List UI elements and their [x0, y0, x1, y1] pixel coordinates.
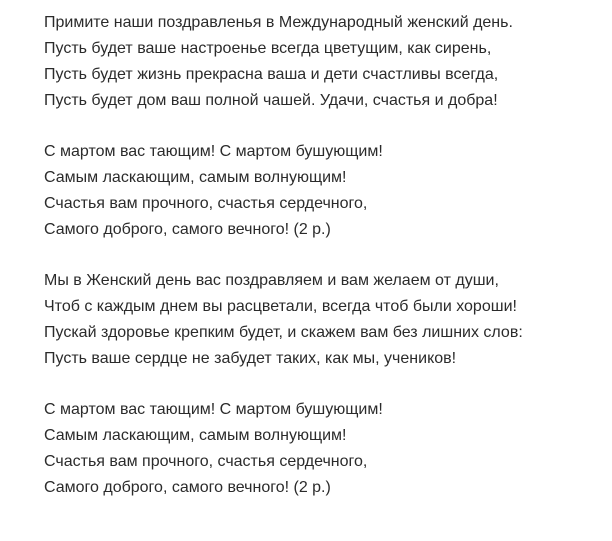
poem-line: Чтоб с каждым днем вы расцветали, всегда чтоб были хороши! — [44, 298, 517, 315]
poem-line: Самым ласкающим, самым волнующим! — [44, 427, 347, 444]
poem-line: С мартом вас тающим! С мартом бушующим! — [44, 401, 383, 418]
stanza-1 — [44, 10, 612, 114]
stanza-4 — [44, 397, 612, 501]
poem-line: Пускай здоровье крепким будет, и скажем вам без лишних слов: — [44, 324, 523, 341]
poem-line: Примите наши поздравленья в Международный женский день. — [44, 14, 513, 31]
poem-line: Самым ласкающим, самым волнующим! — [44, 169, 347, 186]
stanza-3 — [44, 268, 612, 372]
poem-line: Самого доброго, самого вечного! (2 р.) — [44, 479, 331, 496]
poem-line: Самого доброго, самого вечного! (2 р.) — [44, 221, 331, 238]
poem-line: Мы в Женский день вас поздравляем и вам желаем от души, — [44, 272, 499, 289]
poem-line: Пусть будет дом ваш полной чашей. Удачи, счастья и добра! — [44, 92, 498, 109]
poem-line: Пусть ваше сердце не забудет таких, как мы, учеников! — [44, 350, 457, 367]
poem-line: Счастья вам прочного, счастья сердечного, — [44, 195, 368, 212]
poem-line: Пусть будет жизнь прекрасна ваша и дети счастливы всегда, — [44, 66, 499, 83]
stanza-2 — [44, 139, 612, 243]
poem-line: Пусть будет ваше настроенье всегда цветущим, как сирень, — [44, 40, 492, 57]
poem-line: Счастья вам прочного, счастья сердечного, — [44, 453, 368, 470]
poem-line: С мартом вас тающим! С мартом бушующим! — [44, 143, 383, 160]
